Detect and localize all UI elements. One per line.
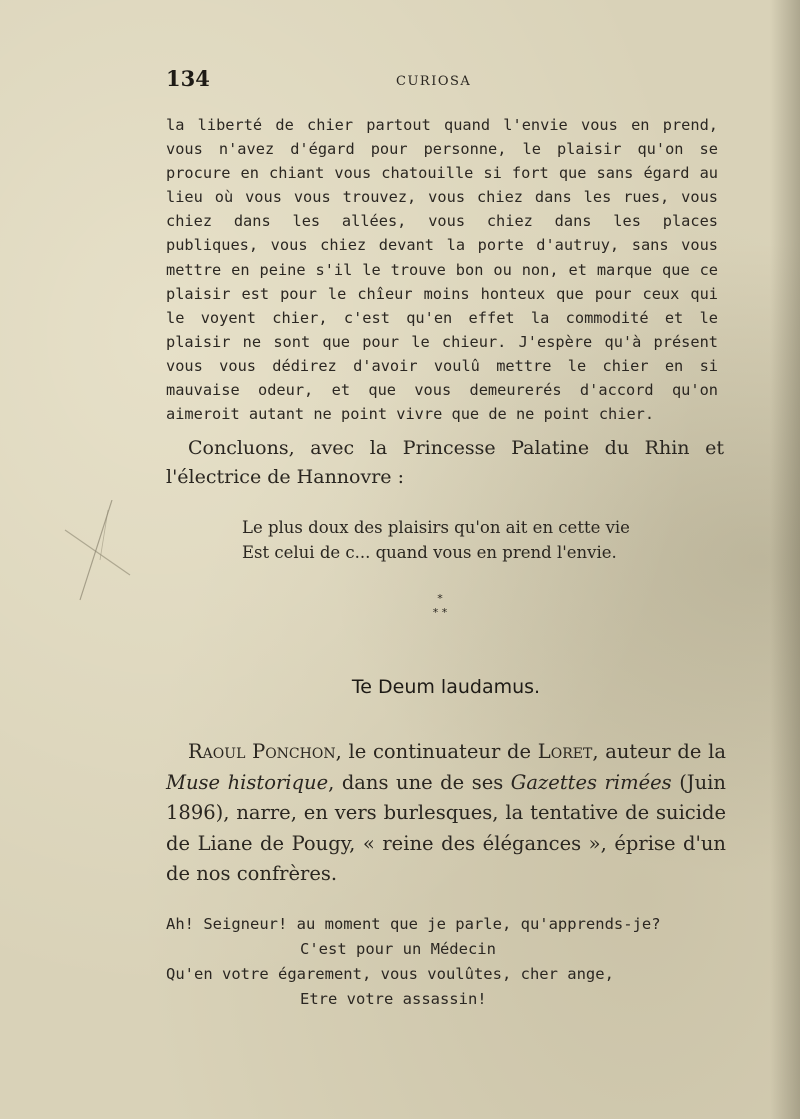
paragraph-1-line: la porte d'autruy, sans vous mettre en peine s'il le trouve bon: [166, 236, 718, 279]
paragraph-1-line: n'avez d'égard pour personne, le plaisir qu'on se procure en: [166, 140, 718, 183]
paragraph-2: Concluons, avec la Princesse Palatine du Rhin et l'électrice de Hannovre :: [166, 437, 724, 488]
asterism-top: *: [437, 592, 443, 605]
verse-line: Est celui de c... quand vous en prend l'envie.: [242, 543, 617, 562]
page-number: 134: [166, 66, 210, 91]
verse-quote-2: [166, 912, 726, 1012]
verse-line: Etre votre assassin!: [300, 990, 487, 1008]
verse-line: Le plus doux des plaisirs qu'on ait en cette vie: [242, 518, 630, 537]
paragraph-3-text: , le continuateur de: [335, 740, 538, 763]
verse-line: Ah! Seigneur! au moment que je parle, qu'apprends-je?: [166, 915, 661, 933]
margin-pencil-mark: [60, 500, 140, 610]
page-header: [166, 66, 726, 96]
author-name: Loret: [537, 740, 593, 763]
paragraph-3: [166, 737, 726, 890]
paragraph-3-text: , auteur de la: [592, 740, 727, 763]
work-title: Muse historique: [166, 770, 329, 794]
paragraph-3-text: , dans une de ses: [328, 770, 511, 794]
paragraph-1-line: chiant vous chatouille si fort que sans égard au lieu où vous: [166, 164, 718, 207]
running-head: CURIOSA: [396, 74, 472, 89]
paragraph-1-line: aimeroit autant ne point vivre que de ne point chier.: [166, 405, 655, 424]
paragraph-1-line: qu'à présent vous vous dédirez d'avoir voulû mettre le chier en: [166, 332, 719, 375]
paragraph-1-line: la commodité et le plaisir ne sont que pour le chieur. J'espère: [166, 308, 718, 351]
paragraph-1-line: vous trouvez, vous chiez dans les rues, vous chiez dans les: [166, 188, 718, 231]
verse-line: C'est pour un Médecin: [300, 940, 496, 958]
section-title: Te Deum laudamus.: [351, 676, 541, 698]
verse-line: Qu'en votre égarement, vous voulûtes, cher ange,: [166, 965, 614, 983]
paragraph-1-line: ou non, et marque que ce plaisir est pour le chîeur moins: [166, 260, 718, 303]
paragraph-1: [166, 113, 718, 426]
page-edge-shadow: [770, 0, 800, 1119]
paragraph-3-text: (Juin 1896), narre, en vers burlesques, la tentative de suicide de Liane de Pougy, « reine des élégances », éprise d'un de nos confrères.: [166, 770, 726, 885]
verse-quote-1: [242, 515, 630, 565]
paragraph-1-line: allées, vous chiez dans les places publiques, vous chiez devant: [166, 212, 718, 255]
work-title: Gazettes rimées: [510, 770, 672, 794]
paragraph-1-line: si mauvaise odeur, et que vous demeurerés d'accord qu'on: [166, 356, 718, 400]
paragraph-1-line: la liberté de chier partout quand l'envie vous en prend, vous: [166, 116, 718, 159]
paragraph-1-line: honteux que pour ceux qui le voyent chier, c'est qu'en effet: [166, 284, 718, 327]
author-name: Raoul Ponchon: [188, 740, 336, 763]
asterism-bottom: * *: [432, 606, 448, 619]
asterism-separator: [420, 592, 460, 632]
